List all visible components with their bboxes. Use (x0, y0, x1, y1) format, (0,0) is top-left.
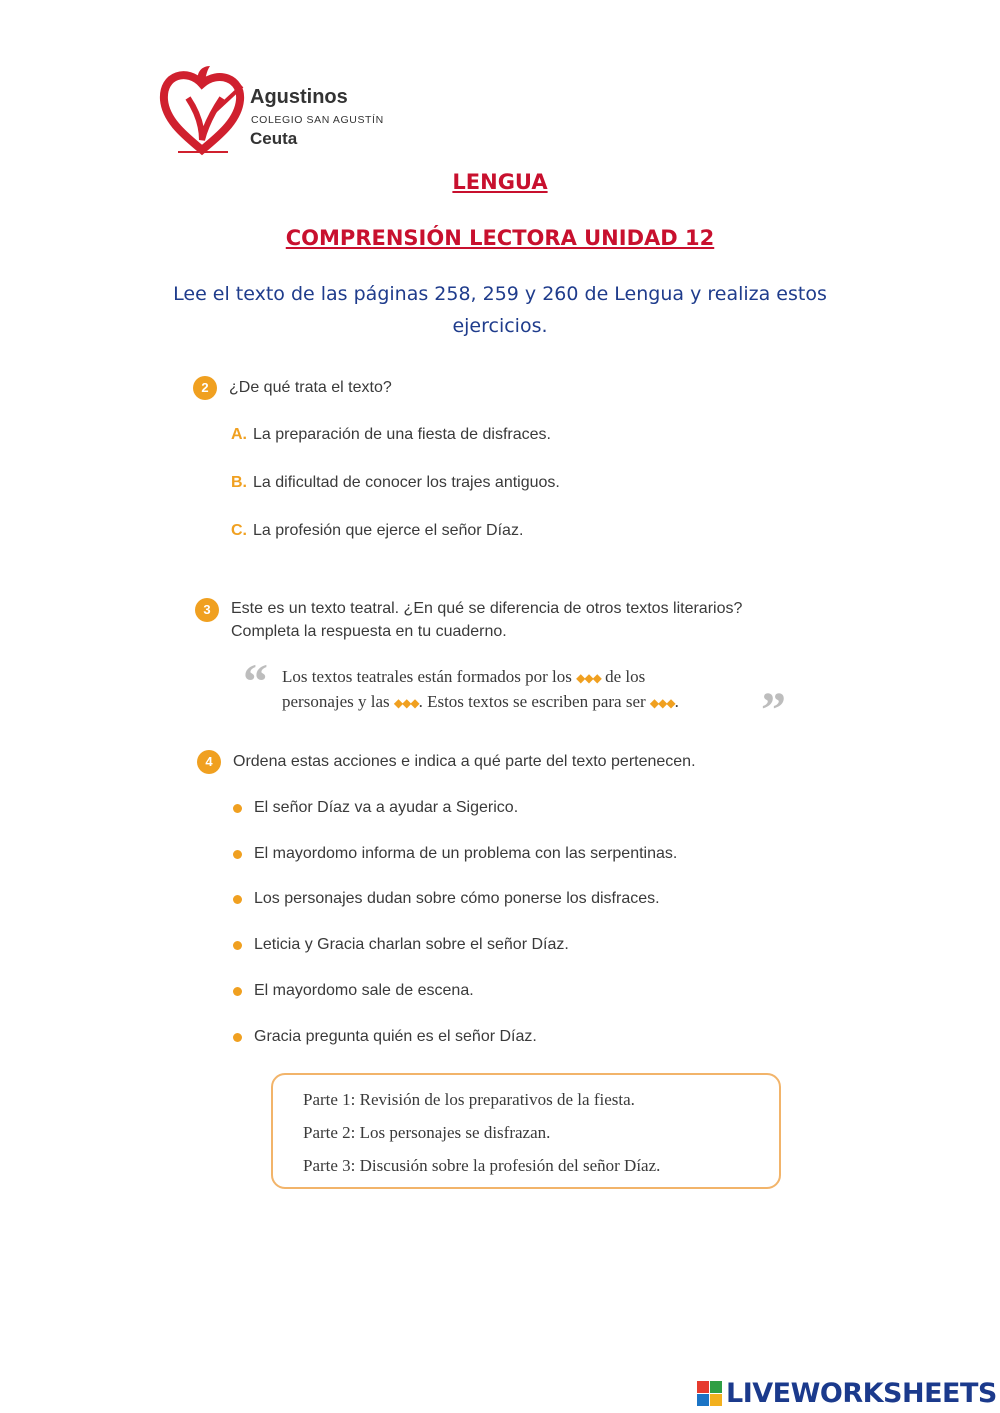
quote-text: de los (605, 667, 646, 686)
open-quote-icon: “ (243, 653, 268, 709)
question-2-text: ¿De qué trata el texto? (229, 379, 392, 396)
bullet-icon (233, 941, 242, 950)
blank-placeholder[interactable]: ◆◆◆ (393, 696, 419, 710)
quote-text: Los textos teatrales están formados por los (282, 667, 572, 686)
instructions: Lee el texto de las páginas 258, 259 y 260 de Lengua y realiza estos ejercicios. (173, 283, 827, 337)
option-b[interactable] (231, 474, 560, 492)
school-subtitle: COLEGIO SAN AGUSTÍN (251, 114, 384, 126)
bullet-icon (233, 987, 242, 996)
action-item[interactable]: El mayordomo sale de escena. (254, 982, 474, 999)
bullet-icon (233, 895, 242, 904)
action-item[interactable]: El señor Díaz va a ayudar a Sigerico. (254, 799, 519, 816)
close-quote-icon: ” (761, 681, 786, 737)
option-text: La profesión que ejerce el señor Díaz. (253, 522, 524, 539)
question-4-text: Ordena estas acciones e indica a qué parte del texto pertenecen. (233, 753, 696, 770)
option-letter: B. (231, 474, 247, 491)
question-3-line2: Completa la respuesta en tu cuaderno. (231, 623, 507, 640)
school-name: Agustinos (250, 86, 348, 108)
bullet-icon (233, 1033, 242, 1042)
quote-block (282, 665, 762, 715)
bullet-icon (233, 804, 242, 813)
school-city: Ceuta (250, 129, 298, 148)
quote-line-2 (282, 690, 762, 715)
bullet-icon (233, 850, 242, 859)
option-text: La dificultad de conocer los trajes antiguos. (253, 474, 560, 491)
liveworksheets-brand[interactable]: LIVEWORKSHEETS (726, 1378, 997, 1409)
option-letter: A. (231, 426, 247, 443)
quote-text: . Estos textos se escriben para ser (418, 692, 646, 711)
question-number-badge: 3 (195, 598, 219, 622)
option-a[interactable] (231, 426, 551, 444)
question-3-line1: Este es un texto teatral. ¿En qué se diferencia de otros textos literarios? (231, 600, 743, 617)
quote-line-1 (282, 665, 762, 690)
blank-placeholder[interactable]: ◆◆◆ (576, 671, 601, 685)
quote-text: personajes y las (282, 692, 390, 711)
question-number-badge: 2 (193, 376, 217, 400)
option-text: La preparación de una fiesta de disfraces. (253, 426, 551, 443)
blank-placeholder[interactable]: ◆◆◆ (649, 696, 675, 710)
part-3: Parte 3: Discusión sobre la profesión del señor Díaz. (303, 1156, 661, 1175)
action-item[interactable]: El mayordomo informa de un problema con las serpentinas. (254, 845, 678, 862)
subject-title: LENGUA (452, 170, 548, 194)
action-item[interactable]: Leticia y Gracia charlan sobre el señor Díaz. (254, 936, 569, 953)
option-letter: C. (231, 522, 247, 539)
part-2: Parte 2: Los personajes se disfrazan. (303, 1123, 551, 1142)
school-logo-icon (158, 64, 248, 159)
action-item[interactable]: Los personajes dudan sobre cómo ponerse los disfraces. (254, 890, 660, 907)
part-1: Parte 1: Revisión de los preparativos de la fiesta. (303, 1090, 635, 1109)
liveworksheets-logo-icon (697, 1381, 723, 1407)
action-item[interactable]: Gracia pregunta quién es el señor Díaz. (254, 1028, 537, 1045)
option-c[interactable] (231, 522, 523, 540)
unit-title: COMPRENSIÓN LECTORA UNIDAD 12 (285, 226, 715, 250)
quote-text: . (674, 692, 679, 711)
question-number-badge: 4 (197, 750, 221, 774)
